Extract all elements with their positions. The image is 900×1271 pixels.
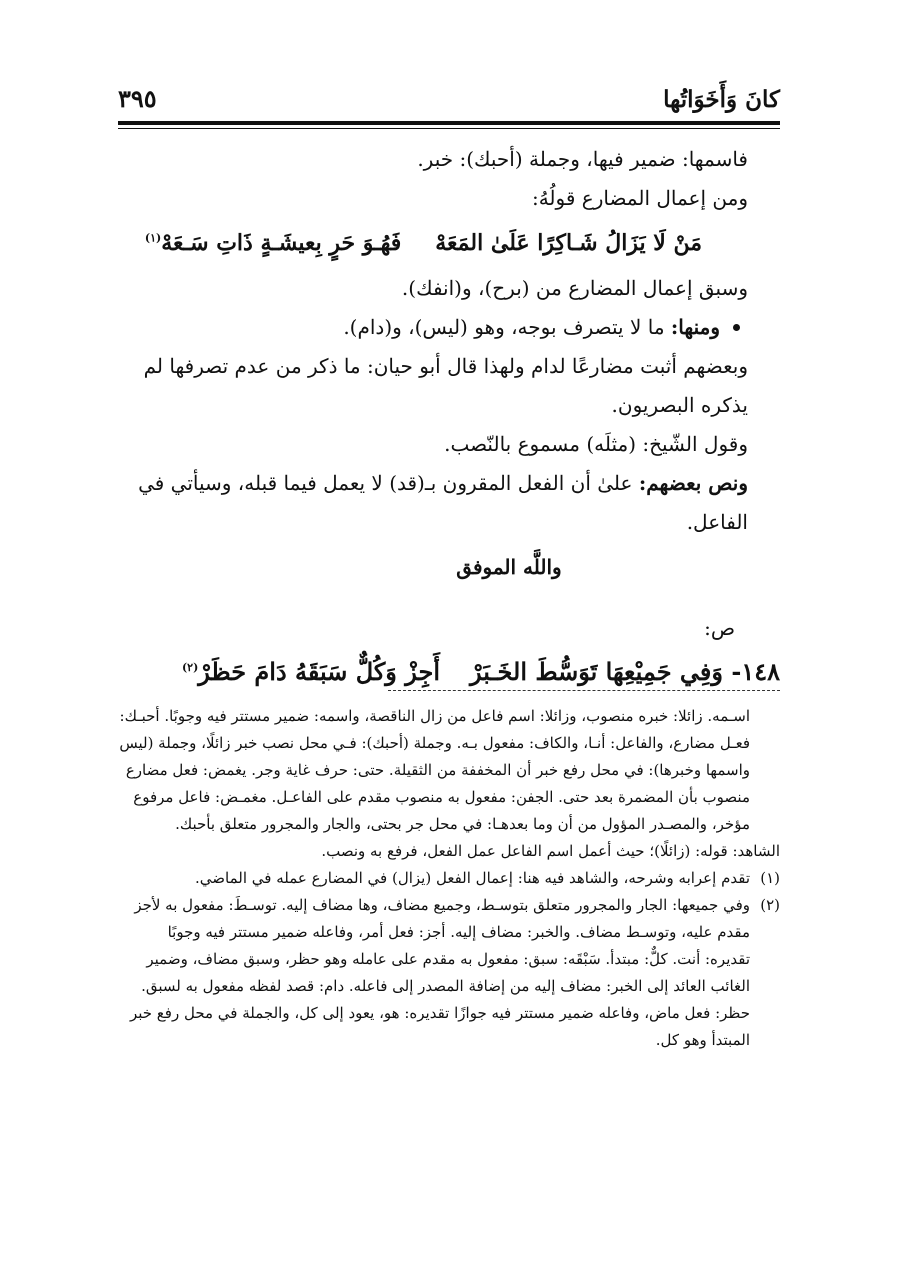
footnote-marker: (٢) — [181, 661, 199, 674]
verse-hemistich-1: وَفِي جَمِيْعِهَا تَوَسُّطَ الخَـبَرْ — [470, 657, 723, 686]
section-marker: ص: — [704, 616, 735, 640]
footnote-marker: (١) — [144, 231, 162, 245]
footnote-number: (١) — [760, 869, 780, 887]
header-rule-thin — [118, 128, 780, 129]
closing-phrase: واللَّه الموفق — [456, 555, 562, 579]
footnote-separator — [388, 690, 780, 691]
main-text — [118, 140, 780, 686]
footnote-shahid: الشاهد: قوله: (زائلًا)؛ حيث أعمل اسم الفاعل عمل الفعل، فرفع به ونصب. — [321, 842, 780, 860]
footnote-text: وفي جميعها: الجار والمجرور متعلق بتوسـط، وجميع مضاف، وها مضاف إليه. توسـطَ: مفعول به لأجز مقدم عليه، وتوسـط مضاف. والخبر: مضاف إليه. أجز: فعل أمر، وفاعله ضمير مستتر فيه وجوبًا تقديره: أنت. كلٌّ: مبتدأ. سَبْقَه: سبق: مفعول به مقدم على عامله وهو حظر، وسبق مضاف، وضمير الغائب العائد إلى الخبر: مضاف إليه من إضافة المصدر إلى فاعله. دام: قصد لفظه مفعول به لسبق. حظر: فعل ماض، وفاعله ضمير مستتر فيه جوازًا تقديره: هو، يعود إلى كل، والجملة في محل رفع خبر المبتدأ وهو كل. — [129, 896, 750, 1049]
footnote-continuation: اسـمه. زائلا: خبره منصوب، وزائلا: اسم فاعل من زال الناقصة، واسمه: ضمير مستتر فيه وجوبًا. أحبـك: فعـل مضارع، والفاعل: أنـا، والكاف: مفعول بـه. وجملة (أحبك): فـي محل نصب خبر زائلًا، وجملة (ليس واسمها وخبرها): في محل رفع خبر أن المخففة من الثقيلة. حتى: حرف غاية وجر. يغمض: فعل مضارع منصوب بأن المضمرة بعد حتى. الجفن: مفعول به منصوب مقدم على الفاعـل. مغمـض: فاعل مرفوع مؤخر، والمصـدر المؤول من أن وما بعدهـا: في محل جر بحتى، والجار والمجرور متعلق بأحبك. — [119, 707, 750, 833]
footnote-2 — [118, 892, 780, 1054]
bullet-item — [118, 308, 780, 347]
running-title: كانَ وَأَخَوَاتُها — [663, 86, 780, 113]
paragraph-lead: ونص بعضهم: — [638, 471, 748, 495]
bullet-text: ما لا يتصرف بوجه، وهو (ليس)، و(دام). — [343, 315, 671, 339]
verse-number: ١٤٨- — [731, 657, 780, 686]
text-line: فاسمها: ضمير فيها، وجملة (أحبك): خبر. — [417, 147, 748, 171]
footnotes — [118, 703, 780, 1183]
verse-hemistich-1: مَنْ لَا يَزَالُ شَـاكِرًا عَلَىٰ المَعَهْ — [435, 230, 702, 256]
text-line: وسبق إعمال المضارع من (برح)، و(انفك). — [401, 276, 748, 300]
footnote-number: (٢) — [760, 896, 780, 914]
text-line: وقول الشّيخ: (مثلَه) مسموع بالنّصب. — [444, 432, 748, 456]
verse-hemistich-2: أَجِزْ وَكُلٌّ سَبَقَهُ دَامَ حَظَرْ — [198, 657, 440, 686]
verse-hemistich-2: فَهُـوَ حَرٍ بِعيشَـةٍ ذَاتِ سَـعَهْ — [161, 230, 402, 256]
header-rule-thick — [118, 121, 780, 125]
paragraph-text: علىٰ أن الفعل المقرون بـ(قد) لا يعمل فيما قبله، وسيأتي في الفاعل. — [138, 471, 748, 534]
bullet-lead: ومنها: — [670, 315, 720, 339]
poetry-verse-numbered — [118, 652, 780, 691]
footnote-1 — [118, 865, 780, 892]
page-number: ٣٩٥ — [118, 84, 157, 113]
page-header — [118, 78, 780, 118]
footnote-text: تقدم إعرابه وشرحه، والشاهد فيه هنا: إعمال الفعل (يزال) في المضارع عمله في الماضي. — [195, 869, 750, 887]
bullet-icon — [733, 324, 740, 331]
poetry-verse — [118, 224, 780, 263]
paragraph: وبعضهم أثبت مضارعًا لدام ولهذا قال أبو حيان: ما ذكر من عدم تصرفها لم يذكره البصريون. — [143, 354, 748, 417]
paragraph — [118, 464, 780, 542]
text-line: ومن إعمال المضارع قولُهُ: — [531, 186, 748, 210]
